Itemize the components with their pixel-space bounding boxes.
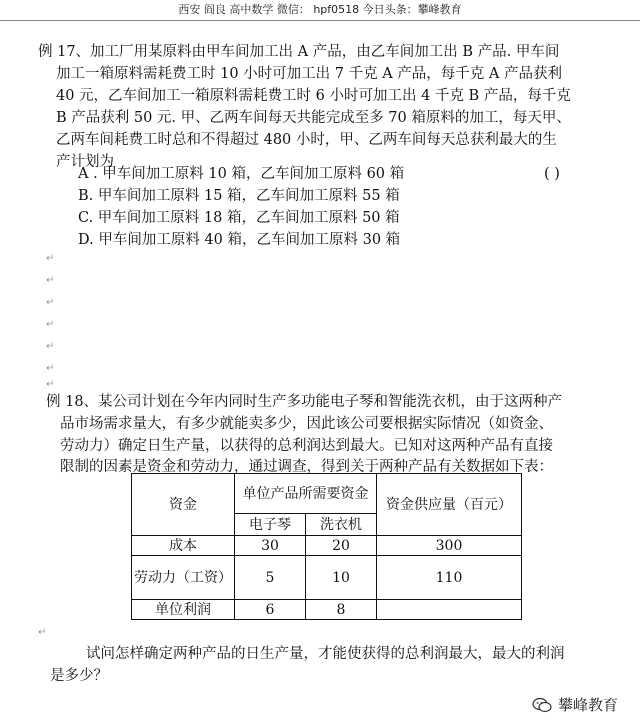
ex17-line-5: 乙两车间耗费工时总和不得超过 480 小时，甲、乙两车间每天总获利最大的生 — [56, 132, 557, 148]
page-header: 西安 阎良 高中数学 微信： hpf0518 今日头条：攀峰教育 — [0, 0, 640, 21]
subheader-washer: 洗衣机 — [306, 514, 377, 536]
cell-supply — [377, 600, 522, 620]
ex17-line-6: 产计划为 — [56, 154, 114, 170]
ex18-line-4: 限制的因素是资金和劳动力，通过调查，得到关于两种产品有关数据如下表： — [60, 459, 553, 475]
ex18-question-line-2: 是多少？ — [50, 668, 108, 684]
cell-washer: 10 — [306, 556, 377, 600]
wechat-icon — [532, 697, 552, 713]
ex18-line-1: 例 18、某公司计划在今年内同时生产多功能电子琴和智能洗衣机，由于这两种产 — [46, 394, 563, 410]
watermark — [532, 694, 618, 715]
cell-supply: 300 — [377, 536, 522, 556]
cell-supply: 110 — [377, 556, 522, 600]
watermark-text: 攀峰教育 — [557, 696, 618, 714]
cell-washer: 8 — [306, 600, 377, 620]
header-supply: 资金供应量（百元） — [377, 474, 522, 536]
ex17-line-4: B 产品获利 50 元. 甲、乙两车间每天共能完成至多 70 箱原料的加工，每天甲、 — [56, 110, 571, 126]
cell-washer: 20 — [306, 536, 377, 556]
ex18-line-3: 劳动力）确定日生产量，以获得的总利润达到最大。已知对这两种产品有直接 — [60, 438, 553, 454]
paragraph-mark-icon: ↵ — [46, 297, 55, 308]
ex18-question-line-1: 试问怎样确定两种产品的日生产量，才能使获得的总利润最大，最大的利润 — [86, 646, 565, 662]
paragraph-mark-icon: ↵ — [46, 253, 55, 264]
resource-table — [131, 473, 522, 620]
row-name: 成本 — [132, 536, 235, 556]
paragraph-mark-icon: ↵ — [46, 319, 55, 330]
table-row — [132, 536, 522, 556]
ex17-line-2: 加工一箱原料需耗费工时 10 小时可加工出 7 千克 A 产品，每千克 A 产品获利 — [56, 66, 562, 82]
header-unit-need: 单位产品所需要资金 — [235, 474, 377, 514]
cell-piano: 5 — [235, 556, 306, 600]
ex17-answer-bracket: ( ) — [544, 166, 560, 182]
paragraph-mark-icon: ↵ — [38, 627, 47, 638]
ex17-option-b: B. 甲车间加工原料 15 箱，乙车间加工原料 55 箱 — [78, 188, 400, 204]
ex17-option-d: D. 甲车间加工原料 40 箱，乙车间加工原料 30 箱 — [78, 232, 401, 248]
paragraph-mark-icon: ↵ — [46, 379, 55, 390]
subheader-piano: 电子琴 — [235, 514, 306, 536]
ex18-line-2: 品市场需求量大，有多少就能卖多少，因此该公司要根据实际情况（如资金、 — [60, 416, 553, 432]
ex17-line-1: 例 17、加工厂用某原料由甲车间加工出 A 产品，由乙车间加工出 B 产品. 甲车间 — [38, 44, 560, 60]
paragraph-mark-icon: ↵ — [46, 275, 55, 286]
ex17-option-a: A . 甲车间加工原料 10 箱，乙车间加工原料 60 箱 — [78, 166, 405, 182]
table-row — [132, 600, 522, 620]
row-name: 单位利润 — [132, 600, 235, 620]
header-resource: 资金 — [132, 474, 235, 536]
table-row — [132, 556, 522, 600]
paragraph-mark-icon: ↵ — [46, 363, 55, 374]
ex17-option-c: C. 甲车间加工原料 18 箱，乙车间加工原料 50 箱 — [78, 210, 400, 226]
cell-piano: 6 — [235, 600, 306, 620]
ex17-line-3: 40 元，乙车间加工一箱原料需耗费工时 6 小时可加工出 4 千克 B 产品，每千克 — [56, 88, 571, 104]
paragraph-mark-icon: ↵ — [46, 341, 55, 352]
row-name: 劳动力（工资） — [132, 556, 235, 600]
cell-piano: 30 — [235, 536, 306, 556]
